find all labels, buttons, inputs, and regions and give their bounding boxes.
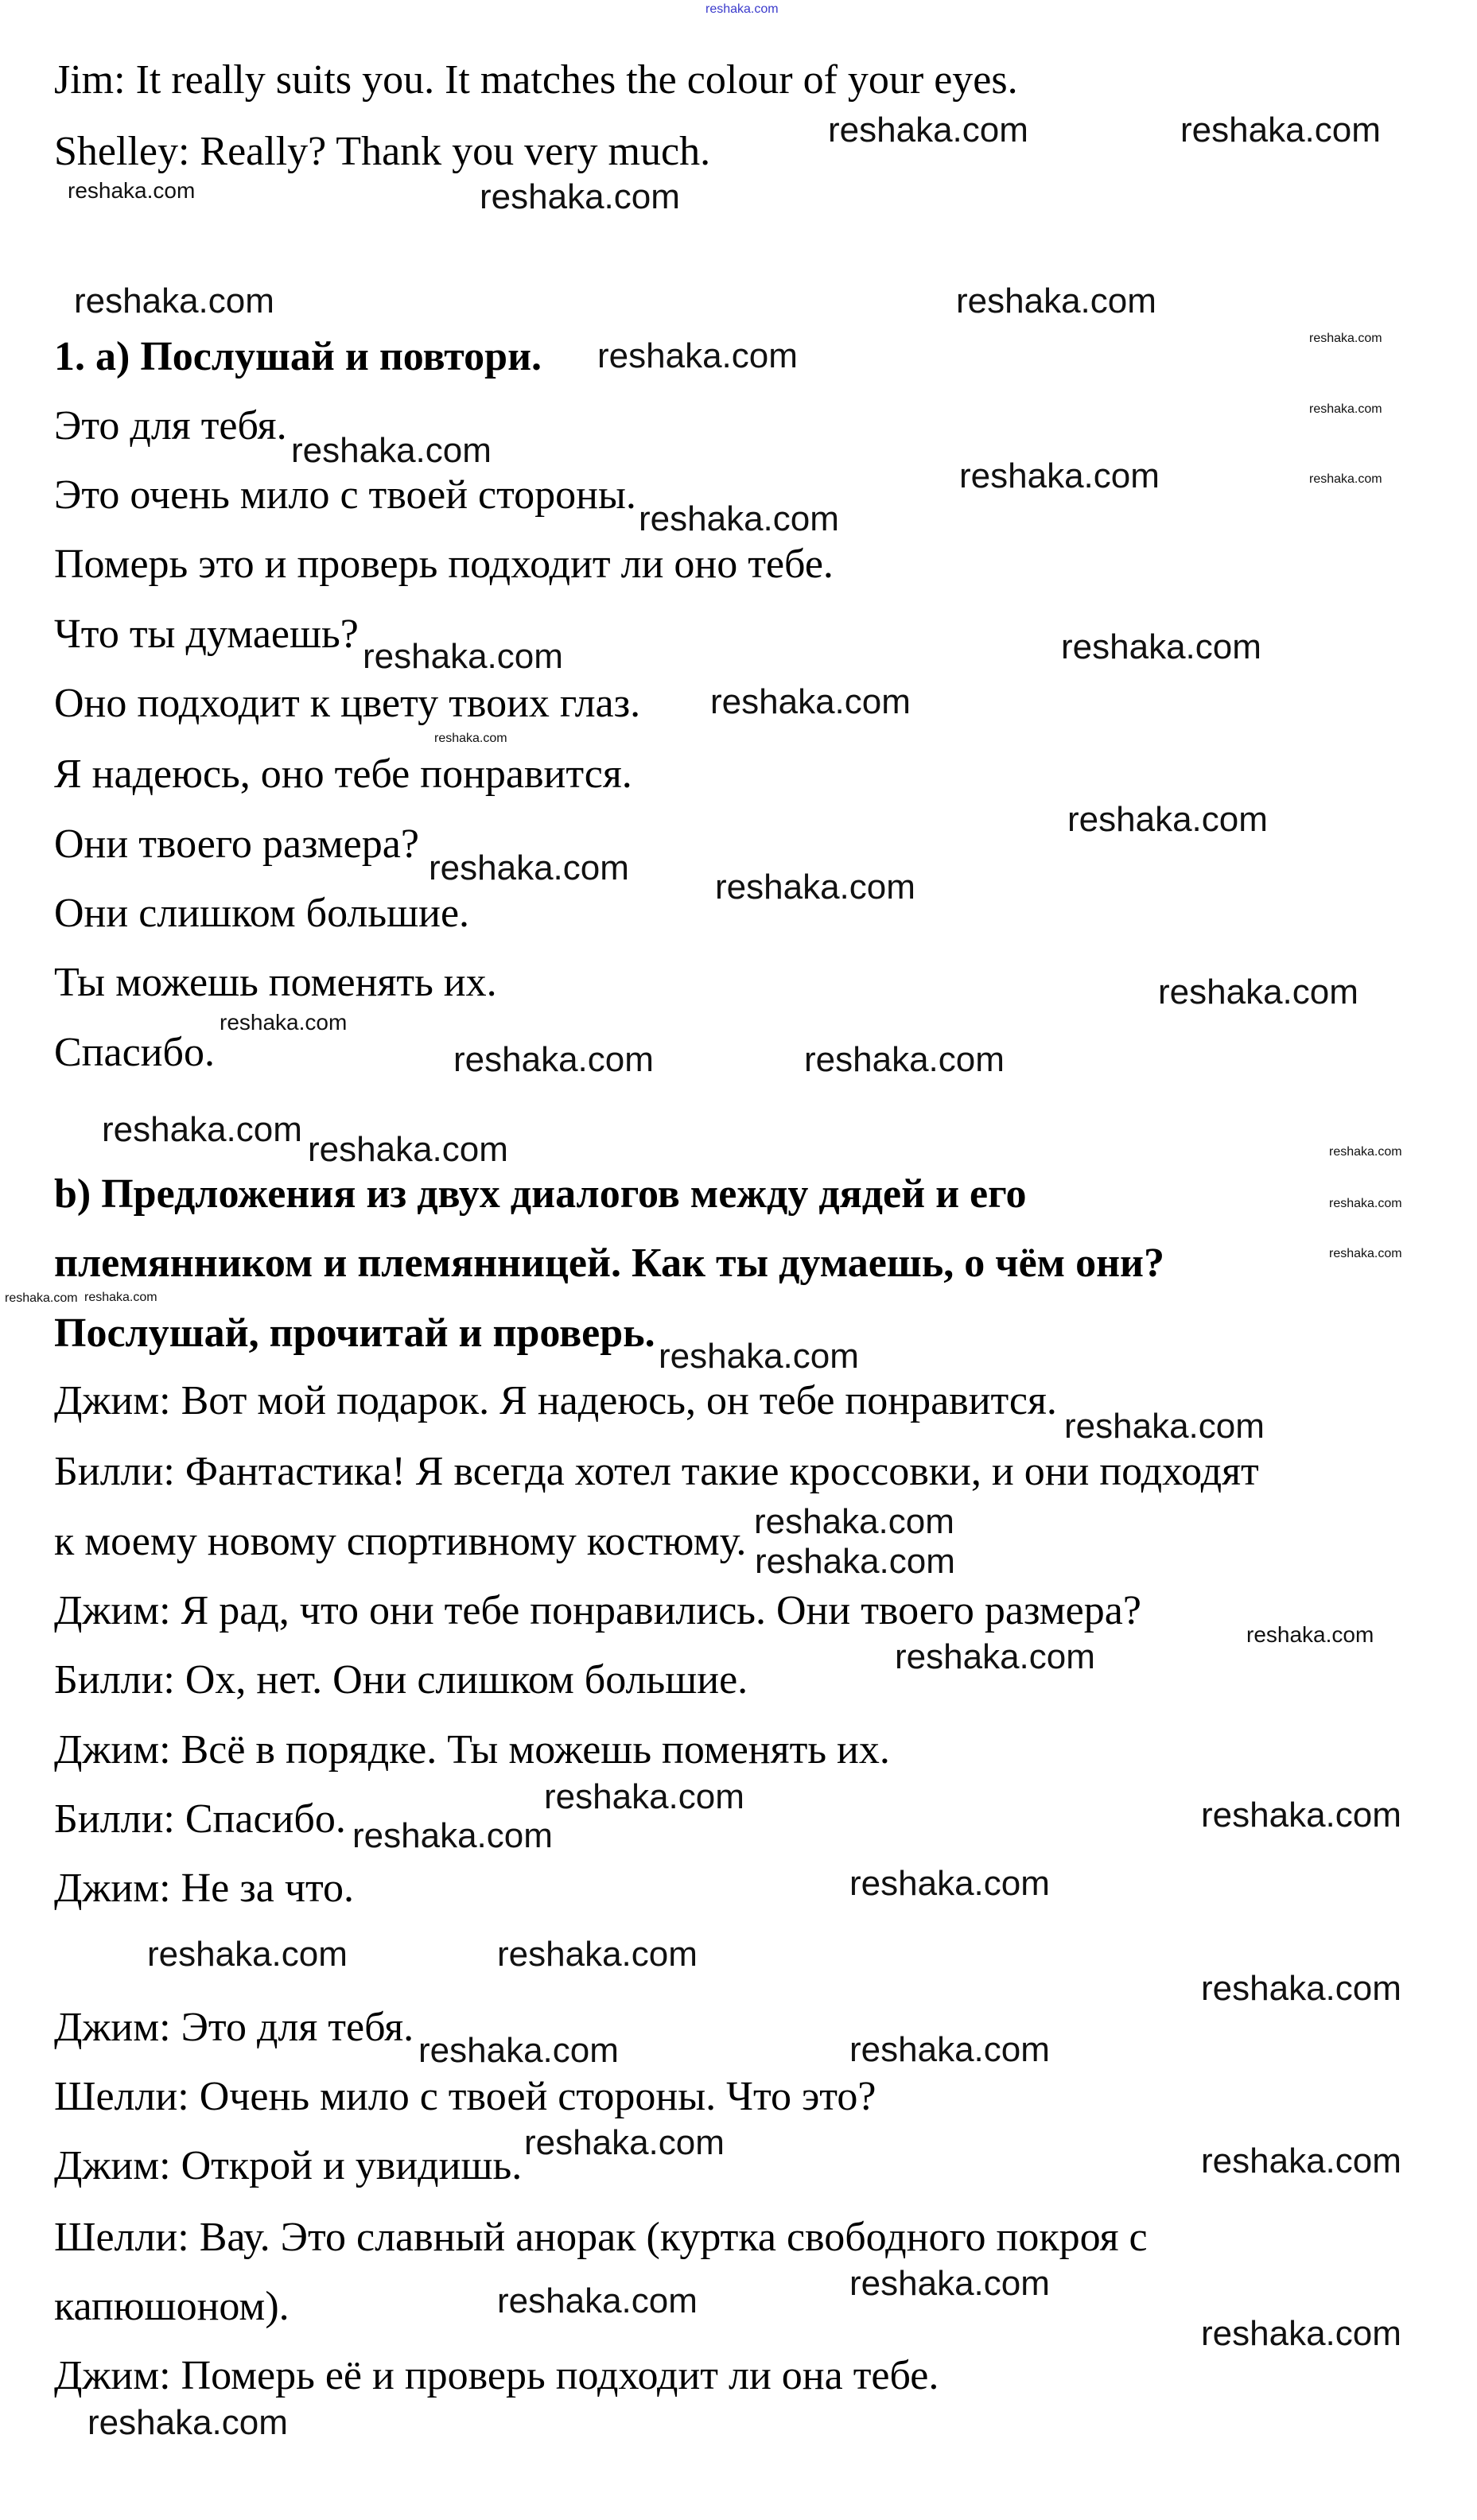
watermark: reshaka.com bbox=[597, 336, 798, 375]
watermark: reshaka.com bbox=[755, 1542, 955, 1581]
watermark: reshaka.com bbox=[87, 2403, 288, 2442]
watermark: reshaka.com bbox=[1061, 627, 1261, 666]
watermark: reshaka.com bbox=[849, 2030, 1050, 2069]
text-line: Что ты думаешь? bbox=[54, 612, 359, 657]
watermark: reshaka.com bbox=[659, 1337, 859, 1376]
watermark: reshaka.com bbox=[1246, 1622, 1374, 1647]
watermark: reshaka.com bbox=[1309, 472, 1382, 486]
text-line: Билли: Спасибо. bbox=[54, 1796, 346, 1842]
watermark: reshaka.com bbox=[291, 431, 492, 470]
watermark: reshaka.com bbox=[1201, 2141, 1401, 2180]
watermark: reshaka.com bbox=[715, 868, 915, 907]
text-line: Билли: Фантастика! Я всегда хотел такие кроссовки, и они подходят bbox=[54, 1449, 1259, 1494]
watermark: reshaka.com bbox=[544, 1777, 744, 1816]
section-heading: племянником и племянницей. Как ты думаешь, о чём они? bbox=[54, 1241, 1165, 1286]
watermark: reshaka.com bbox=[497, 1935, 698, 1974]
text-line: капюшоном). bbox=[54, 2284, 290, 2329]
watermark: reshaka.com bbox=[1329, 1197, 1402, 1210]
watermark: reshaka.com bbox=[68, 178, 196, 203]
text-line: Джим: Вот мой подарок. Я надеюсь, он тебе понравится. bbox=[54, 1378, 1057, 1423]
text-line: Оно подходит к цвету твоих глаз. bbox=[54, 681, 641, 726]
watermark: reshaka.com bbox=[1201, 1969, 1401, 2008]
text-line: к моему новому спортивному костюму. bbox=[54, 1519, 747, 1564]
section-heading: b) Предложения из двух диалогов между дядей и его bbox=[54, 1171, 1027, 1217]
watermark: reshaka.com bbox=[895, 1637, 1095, 1676]
text-line: Shelley: Really? Thank you very much. bbox=[54, 129, 711, 174]
watermark: reshaka.com bbox=[429, 848, 629, 887]
watermark: reshaka.com bbox=[220, 1010, 348, 1035]
watermark: reshaka.com bbox=[1329, 1145, 1402, 1159]
text-line: Они слишком большие. bbox=[54, 891, 470, 936]
text-line: Это очень мило с твоей стороны. bbox=[54, 472, 636, 518]
section-heading: Послушай, прочитай и проверь. bbox=[54, 1310, 655, 1356]
text-line: Спасибо. bbox=[54, 1030, 215, 1075]
watermark: reshaka.com bbox=[1064, 1407, 1265, 1446]
text-line: Джим: Померь её и проверь подходит ли она тебе. bbox=[54, 2353, 939, 2398]
watermark: reshaka.com bbox=[710, 682, 911, 721]
text-line: Они твоего размера? bbox=[54, 821, 419, 867]
watermark: reshaka.com bbox=[849, 2264, 1050, 2303]
watermark: reshaka.com bbox=[959, 456, 1160, 495]
watermark: reshaka.com bbox=[1309, 402, 1382, 416]
text-line: Джим: Всё в порядке. Ты можешь поменять их. bbox=[54, 1727, 890, 1773]
watermark: reshaka.com bbox=[352, 1816, 553, 1855]
watermark: reshaka.com bbox=[434, 732, 507, 745]
watermark: reshaka.com bbox=[480, 177, 680, 216]
text-line: Билли: Ох, нет. Они слишком большие. bbox=[54, 1657, 748, 1703]
watermark: reshaka.com bbox=[705, 2, 779, 16]
watermark: reshaka.com bbox=[147, 1935, 348, 1974]
watermark: reshaka.com bbox=[1067, 800, 1268, 839]
text-line: Это для тебя. bbox=[54, 403, 287, 448]
section-heading: 1. a) Послушай и повтори. bbox=[54, 334, 542, 379]
watermark: reshaka.com bbox=[1329, 1247, 1402, 1260]
text-line: Джим: Открой и увидишь. bbox=[54, 2143, 523, 2188]
watermark: reshaka.com bbox=[363, 637, 563, 676]
watermark: reshaka.com bbox=[5, 1291, 78, 1305]
text-line: Шелли: Вау. Это славный анорак (куртка свободного покроя с bbox=[54, 2215, 1148, 2260]
watermark: reshaka.com bbox=[849, 1864, 1050, 1903]
watermark: reshaka.com bbox=[1309, 332, 1382, 345]
text-line: Джим: Это для тебя. bbox=[54, 2005, 414, 2050]
text-line: Померь это и проверь подходит ли оно тебе. bbox=[54, 542, 834, 587]
watermark: reshaka.com bbox=[804, 1040, 1005, 1079]
watermark: reshaka.com bbox=[418, 2031, 619, 2070]
watermark: reshaka.com bbox=[524, 2123, 725, 2162]
text-line: Джим: Я рад, что они тебе понравились. Они твоего размера? bbox=[54, 1588, 1141, 1633]
watermark: reshaka.com bbox=[102, 1110, 302, 1149]
watermark: reshaka.com bbox=[828, 111, 1028, 149]
watermark: reshaka.com bbox=[754, 1502, 954, 1541]
text-line: Джим: Не за что. bbox=[54, 1866, 355, 1911]
watermark: reshaka.com bbox=[497, 2281, 698, 2320]
watermark: reshaka.com bbox=[74, 282, 274, 320]
watermark: reshaka.com bbox=[1201, 1796, 1401, 1835]
watermark: reshaka.com bbox=[1201, 2314, 1401, 2353]
text-line: Jim: It really suits you. It matches the colour of your eyes. bbox=[54, 57, 1018, 103]
watermark: reshaka.com bbox=[1158, 973, 1358, 1011]
watermark: reshaka.com bbox=[84, 1291, 157, 1304]
text-line: Ты можешь поменять их. bbox=[54, 960, 497, 1005]
text-line: Шелли: Очень мило с твоей стороны. Что это? bbox=[54, 2074, 876, 2119]
text-line: Я надеюсь, оно тебе понравится. bbox=[54, 751, 632, 797]
watermark: reshaka.com bbox=[453, 1040, 654, 1079]
watermark: reshaka.com bbox=[639, 499, 839, 538]
watermark: reshaka.com bbox=[956, 282, 1156, 320]
watermark: reshaka.com bbox=[308, 1130, 508, 1169]
watermark: reshaka.com bbox=[1180, 111, 1381, 149]
